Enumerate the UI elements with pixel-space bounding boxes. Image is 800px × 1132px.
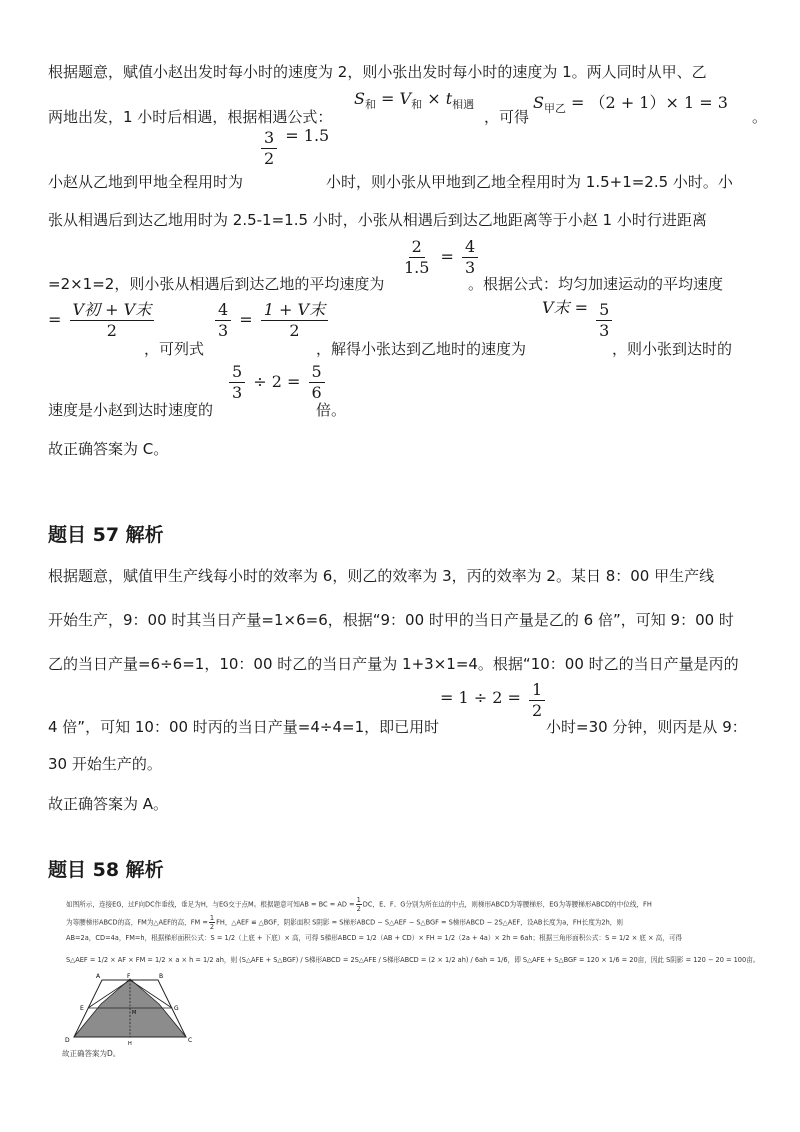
q58-label-b: B: [159, 973, 164, 980]
q58-label-g: G: [174, 1005, 179, 1012]
q58-trapezoid-figure: [62, 972, 202, 1052]
q58-label-e: E: [80, 1005, 84, 1012]
q58-label-c: C: [188, 1037, 193, 1044]
q58-heading: 题目 58 解析: [48, 859, 164, 881]
q57-heading: 题目 57 解析: [48, 524, 164, 546]
q58-small-line-4: S△AEF = 1/2 × AF × FM = 1/2 × a × h = 1/2 ah，则 (S△AFE + S△BGF) / S梯形ABCD = 2S△AFE / S梯形ABCD = (2 × 1/2 ah) / 6ah = 1/6，即 S△AFE + S△BGF = 120 × 1/6 = 20亩，因此 S阴影 = 120 − 20 = 100亩。: [66, 956, 760, 964]
q58-label-a: A: [96, 973, 101, 980]
q56-formula-meet: $S_和 = V_和 \times t_{相遇}$: [354, 89, 475, 111]
q56-formula-ratio: $\frac{5}{3}$ ÷ 2 = $\frac{5}{6}$: [226, 362, 328, 403]
q57-line-1: 根据题意，赋值甲生产线每小时的效率为 6，则乙的效率为 3，丙的效率为 2。某日 8：00 甲生产线: [48, 567, 715, 585]
q58-label-f: F: [127, 973, 131, 980]
q56-formula-equation: $\frac{4}{3}$ = $\frac{\text{1 + V末}}{2}$: [212, 300, 331, 341]
q56-formula-time: $\frac{3}{2}$ = 1.5: [258, 128, 329, 169]
q58-small-line-2: 为等腰梯形ABCD的高，FM为△AEF的高，FM = $\frac{1}{2}$ FH，△AEF ≌ △BGF，阴影面积 S阴影 = S梯形ABCD − S△AEF − S△BGF = S梯形ABCD − 2S△AEF，设AB长度为a，FH长度为2h，则: [66, 914, 623, 931]
q56-answer: 故正确答案为 C。: [48, 440, 169, 458]
q56-line-2b: ，可得: [484, 108, 530, 126]
q58-label-d: D: [65, 1037, 70, 1044]
q56-line-6c: ，则小张到达时的: [612, 340, 733, 358]
q56-line-4: 张从相遇后到达乙地用时为 2.5-1=1.5 小时，小张从相遇后到达乙地距离等于小赵 1 小时行进距离: [48, 211, 707, 229]
q56-line-7a: 速度是小赵到达时速度的: [48, 401, 214, 419]
q57-line-3: 乙的当日产量=6÷6=1，10：00 时乙的当日产量为 1+3×1=4。根据“10：00 时乙的当日产量是丙的: [48, 655, 739, 673]
q56-formula-avg-speed: $\frac{2}{1.5}$ = $\frac{4}{3}$: [398, 237, 481, 278]
q56-formula-avg-def: = $\frac{\text{V初 + V末}}{2}$: [48, 300, 157, 341]
q56-formula-final-speed: V末 = $\frac{5}{3}$: [542, 300, 615, 341]
q57-answer: 故正确答案为 A。: [48, 795, 169, 813]
q58-label-h: H: [128, 1041, 132, 1047]
q56-line-5b: 。根据公式：均匀加速运动的平均速度: [468, 275, 724, 293]
q57-formula-time: = 1 ÷ 2 = $\frac{1}{2}$: [440, 680, 548, 721]
q57-line-4b: 小时=30 分钟，则丙是从 9：: [546, 718, 747, 736]
q56-line-5a: =2×1=2，则小张从相遇后到达乙地的平均速度为: [48, 275, 385, 293]
q56-line-1: 根据题意，赋值小赵出发时每小时的速度为 2，则小张出发时每小时的速度为 1。两人同时从甲、乙: [48, 63, 707, 81]
q57-line-2: 开始生产，9：00 时其当日产量=1×6=6，根据“9：00 时甲的当日产量是乙的 6 倍”，可知 9：00 时: [48, 611, 734, 629]
q58-small-line-3: AB=2a，CD=4a，FM=h，根据梯形面积公式：S = 1/2（上底 + 下底）× 高，可得 S梯形ABCD = 1/2（AB + CD）× FH = 1/2（2a + 4a）× 2h = 6ah；根据三角形面积公式：S = 1/2 × 底 × 高，可得: [66, 934, 683, 942]
q56-line-3b: 小时，则小张从甲地到乙地全程用时为 1.5+1=2.5 小时。小: [326, 173, 733, 191]
q57-line-5: 30 开始生产的。: [48, 755, 162, 773]
q56-line-3a: 小赵从乙地到甲地全程用时为: [48, 173, 244, 191]
q58-label-m: M: [132, 1010, 137, 1016]
q58-small-line-1: 如图所示，连接EG，过F向DC作垂线，垂足为H，与EG交于点M。根据题意可知AB = BC = AD = $\frac{1}{2}$ DC，E、F、G分别为所在边的中点，则梯形ABCD为等腰梯形，EG为等腰梯形ABCD的中位线，FH: [66, 896, 652, 913]
q56-line-2-end: 。: [752, 108, 768, 126]
q56-formula-distance: $S_{甲乙} = (2 + 1)\times 1 = 3$: [533, 93, 728, 115]
q56-line-6a: ，可列式: [144, 340, 205, 358]
q56-line-7b: 倍。: [316, 401, 347, 419]
q57-line-4a: 4 倍”，可知 10：00 时丙的当日产量=4÷4=1，即已用时: [48, 718, 440, 736]
q56-line-6b: ，解得小张达到乙地时的速度为: [316, 340, 527, 358]
q58-answer: 故正确答案为D。: [62, 1049, 121, 1058]
q56-line-2: 两地出发，1 小时后相遇，根据相遇公式：: [48, 108, 333, 126]
